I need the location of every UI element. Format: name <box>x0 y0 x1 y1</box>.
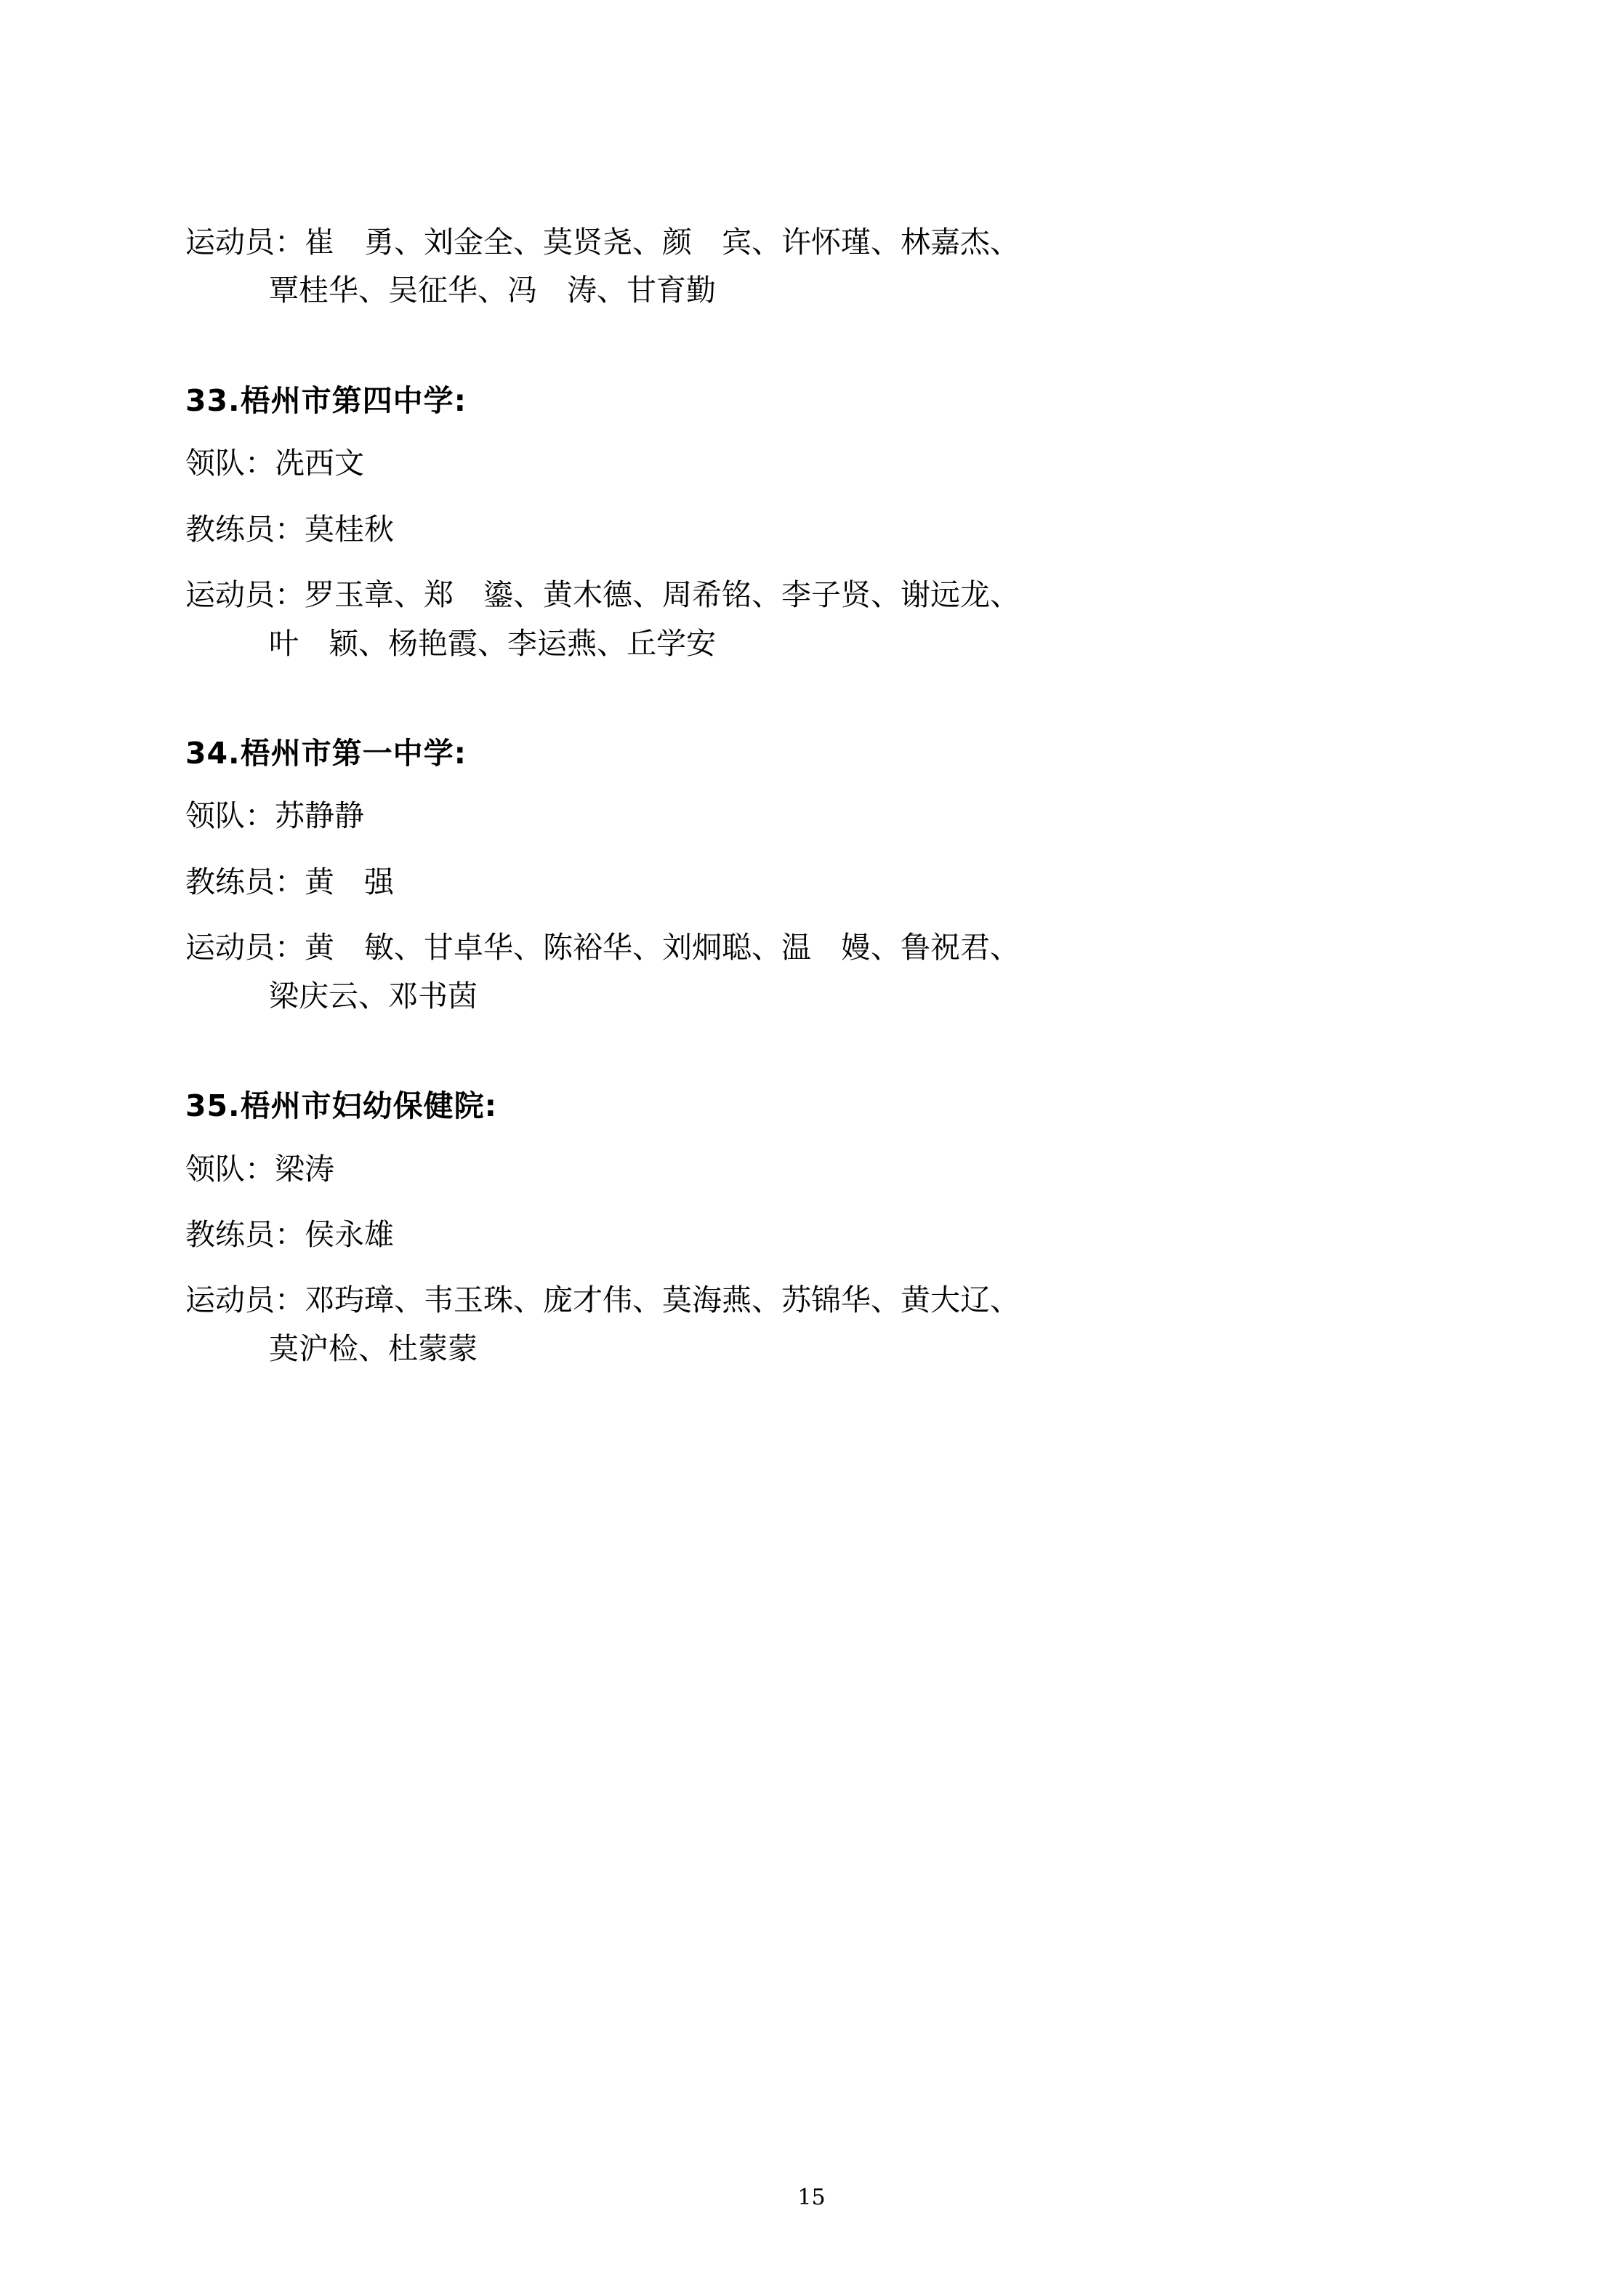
leader-label: 领队： <box>185 798 275 834</box>
athlete-list-label: 运动员： <box>185 1283 305 1318</box>
leader-label: 领队： <box>185 1151 275 1187</box>
athlete-list <box>185 923 1405 1020</box>
leader-name: 苏静静 <box>275 798 364 834</box>
athlete-list <box>185 1276 1405 1373</box>
leader-name: 冼西文 <box>275 446 364 481</box>
athlete-list <box>185 571 1405 667</box>
athlete-list-line-1: 邓玙璋、韦玉珠、庞才伟、莫海燕、苏锦华、黄大辽、 <box>305 1283 1020 1318</box>
athlete-list-line-2: 梁庆云、邓书茵 <box>269 978 478 1013</box>
section-gap <box>185 315 1405 379</box>
page-number: 15 <box>797 2185 826 2210</box>
athlete-list-label: 运动员： <box>185 577 305 613</box>
team-entry-35 <box>185 1084 1405 1373</box>
athlete-list-line-2: 叶 颖、杨艳霞、李运燕、丘学安 <box>269 625 716 661</box>
coach-name: 侯永雄 <box>305 1216 394 1252</box>
coach-label: 教练员： <box>185 864 305 899</box>
continued-entry <box>185 218 1405 315</box>
coach-row <box>185 1211 1405 1259</box>
athlete-list-line-2: 莫沪检、杜蒙蒙 <box>269 1330 478 1366</box>
coach-label: 教练员： <box>185 1216 305 1252</box>
leader-row <box>185 792 1405 840</box>
team-entry-34 <box>185 731 1405 1020</box>
coach-row <box>185 858 1405 906</box>
team-heading: 34.梧州市第一中学: <box>185 735 467 771</box>
athlete-list-continued <box>185 218 1405 315</box>
athlete-list-line-1: 运动员：崔 勇、刘金全、莫贤尧、颜 宾、许怀瑾、林嘉杰、 <box>185 225 1020 260</box>
leader-name: 梁涛 <box>275 1151 334 1187</box>
section-gap <box>185 1020 1405 1084</box>
team-heading: 35.梧州市妇幼保健院: <box>185 1088 498 1124</box>
coach-name: 黄 强 <box>305 864 394 899</box>
coach-row <box>185 505 1405 553</box>
athlete-list-line-1: 罗玉章、郑 鎏、黄木德、周希铭、李子贤、谢远龙、 <box>305 577 1020 613</box>
leader-row <box>185 439 1405 487</box>
athlete-list-line-2: 覃桂华、吴征华、冯 涛、甘育勤 <box>269 273 716 308</box>
leader-label: 领队： <box>185 446 275 481</box>
section-gap <box>185 667 1405 731</box>
athlete-list-label: 运动员： <box>185 930 305 966</box>
coach-name: 莫桂秋 <box>305 511 394 547</box>
team-entry-33 <box>185 379 1405 667</box>
coach-label: 教练员： <box>185 511 305 547</box>
team-heading: 33.梧州市第四中学: <box>185 382 467 418</box>
athlete-list-line-1: 黄 敏、甘卓华、陈裕华、刘炯聪、温 嫚、鲁祝君、 <box>305 930 1020 966</box>
leader-row <box>185 1145 1405 1193</box>
